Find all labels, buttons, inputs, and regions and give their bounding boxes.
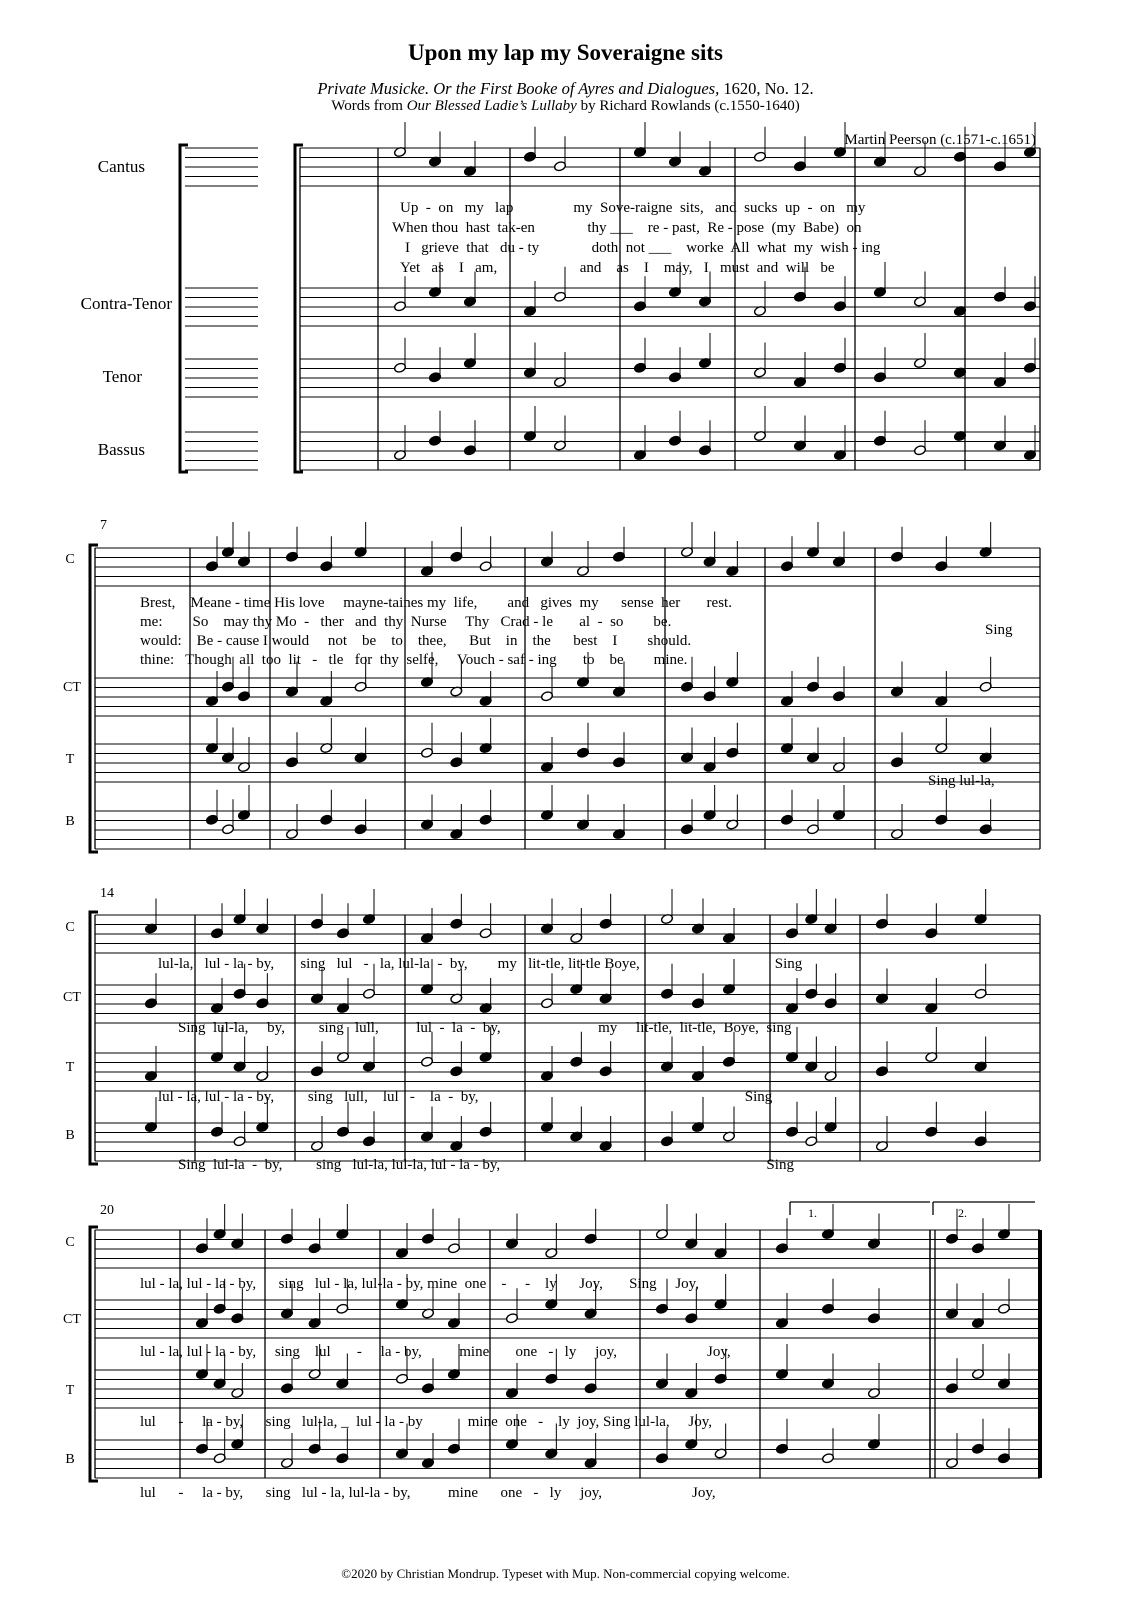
lyric-line: lul - la - by, sing lul-la, _ lul - la - by mine one - ly joy, Sing lul-la, Joy, [140,1414,713,1430]
voice-abbr: B [65,1128,75,1143]
source-detail: 1620, No. 12. [719,79,814,98]
voice-abbr: B [65,1452,75,1467]
lyric-line: lul - la, lul - la - by, sing lul - la, lul-la - by, mine one - - ly Joy, Sing Joy, [140,1276,699,1292]
lyric-line: lul - la, lul - la - by, sing lul - la - by, mine one - ly joy, Joy, [140,1344,731,1360]
lyric-line: lul - la - by, sing lul - la, lul-la - by, mine one - ly joy, Joy, [140,1485,716,1501]
voice-abbr: T [65,1060,75,1075]
voice-abbr: B [65,814,75,829]
lyric-line: Brest, Meane - time His love mayne-taines my life, and gives my sense her rest. [140,595,732,611]
voice-name-bassus: Bassus [97,440,145,459]
measure-number: 7 [100,518,107,533]
lyric-line: Sing lul-la, [928,773,995,789]
voice-name-contratenor: Contra-Tenor [80,294,172,313]
voice-name-cantus: Cantus [97,157,145,176]
voice-name-tenor: Tenor [102,367,142,386]
score-title: Upon my lap my Soveraigne sits [408,40,723,65]
voice-abbr: CT [63,680,81,695]
lyric-line: lul-la, lul - la - by, sing lul - la, lul-la - by, my lit-tle, lit-tle Boye, Sing [158,956,803,972]
system-bracket [295,145,303,472]
voice-abbr: T [65,752,75,767]
system-bracket [90,1227,98,1481]
lyric-line: lul - la, lul - la - by, sing lull, lul - la - by, Sing [158,1089,773,1105]
lyric-word: Sing [985,622,1013,638]
system-bracket [90,545,98,852]
lyric-line: me: So may thy Mo - ther and thy Nurse Thy Crad - le al - so be. [140,614,672,630]
measure-number: 14 [100,886,114,901]
voice-abbr: C [65,920,75,935]
volta-first: 1. [808,1206,817,1220]
measure-number: 20 [100,1203,114,1218]
volta-second: 2. [958,1206,967,1220]
lyric-line: thine: Though all too lit - tle for thy selfe, Vouch - saf - ing to be mine. [140,652,688,668]
lyric-line: would: Be - cause I would not be to thee, But in the best I should. [140,633,692,649]
words-prefix: Words from [331,98,407,114]
voice-abbr: CT [63,990,81,1005]
lyric-line: When thou hast tak-en thy ___ re - past, Re - pose (my Babe) on [392,220,862,236]
system-bracket [90,912,98,1164]
lyric-line: Sing lul-la, by, sing lull, lul - la - by, my lit-tle, lit-tle, Boye, sing [178,1020,792,1036]
voice-abbr: CT [63,1312,81,1327]
lyric-line: I grieve that du - ty doth not ___ worke All what my wish - ing [405,240,881,256]
words-source: Our Blessed Ladie’s Lullaby [406,98,577,114]
voice-abbr: T [65,1383,75,1398]
composer: Martin Peerson (c.1571-c.1651) [844,132,1036,148]
lyric-line: Yet as I am, and as I may, I must and will be [400,260,835,276]
system-bracket [180,145,188,472]
copyright-footer: ©2020 by Christian Mondrup. Typeset with Mup. Non-commercial copying welcome. [341,1566,790,1581]
source-title: Private Musicke. Or the First Booke of Ayres and Dialogues, [317,79,720,98]
voice-abbr: C [65,1235,75,1250]
lyric-line: Up - on my lap my Sove-raigne sits, and sucks up - on my [400,200,866,216]
voice-abbr: C [65,552,75,567]
words-author: by Richard Rowlands (c.1550-1640) [576,98,800,114]
lyric-line: Sing lul-la - by, sing lul-la, lul-la, lul - la - by, Sing [178,1157,794,1173]
